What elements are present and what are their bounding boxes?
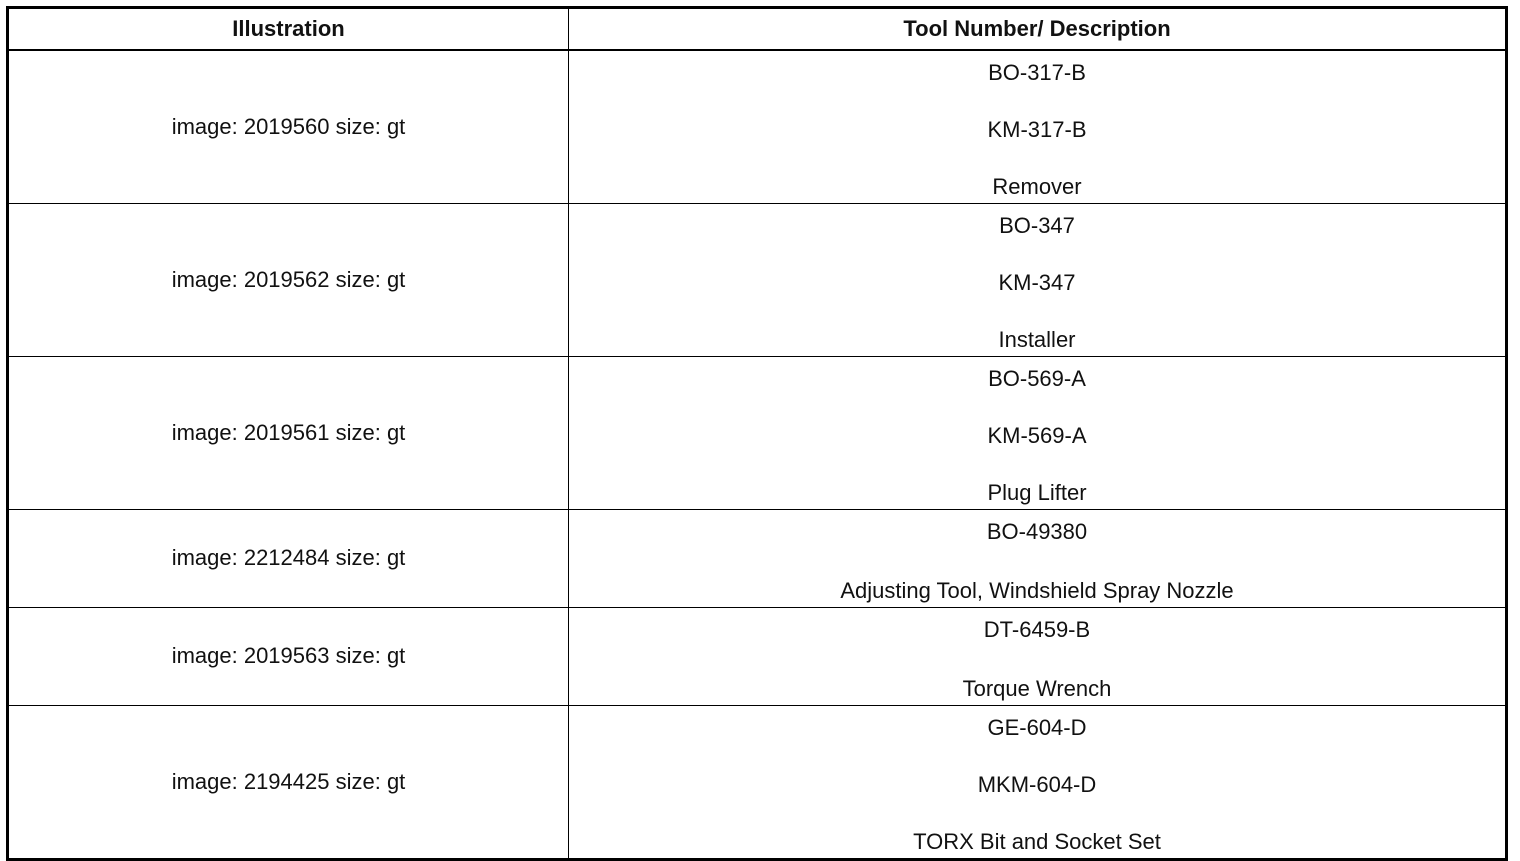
table-row [8,705,1507,859]
tool-description: Installer [998,326,1076,352]
tool-description: Torque Wrench [962,675,1112,701]
tool-description: Plug Lifter [987,479,1087,505]
tool-number: KM-317-B [987,116,1087,142]
tool-number: DT-6459-B [983,616,1091,642]
tool-number: BO-569-A [988,365,1086,391]
table-row [8,607,1507,705]
table-row [8,356,1507,509]
illustration-cell: image: 2019563 size: gt [8,607,569,705]
illustration-cell: image: 2212484 size: gt [8,509,569,607]
tool-number: KM-347 [998,269,1076,295]
header-tool-number-description: Tool Number/ Description [569,8,1507,50]
tool-cell [569,356,1507,509]
header-illustration: Illustration [8,8,569,50]
tool-cell [569,50,1507,204]
illustration-cell: image: 2194425 size: gt [8,705,569,859]
tool-cell [569,607,1507,705]
illustration-cell: image: 2019560 size: gt [8,50,569,204]
special-tools-table [6,6,1508,861]
tool-cell [569,203,1507,356]
table-header-row [8,8,1507,50]
tool-number: BO-317-B [988,59,1086,85]
tool-number: KM-569-A [987,422,1087,448]
illustration-cell: image: 2019561 size: gt [8,356,569,509]
tool-number: BO-49380 [986,518,1088,544]
tool-number: BO-347 [999,212,1075,238]
table-row [8,509,1507,607]
table-row [8,203,1507,356]
tool-number: GE-604-D [987,714,1087,740]
illustration-cell: image: 2019562 size: gt [8,203,569,356]
tool-description: TORX Bit and Socket Set [913,828,1161,854]
tool-cell [569,705,1507,859]
tool-cell [569,509,1507,607]
tool-description: Adjusting Tool, Windshield Spray Nozzle [840,577,1234,603]
tool-number: MKM-604-D [977,771,1097,797]
tool-description: Remover [992,173,1082,199]
table-row [8,50,1507,204]
